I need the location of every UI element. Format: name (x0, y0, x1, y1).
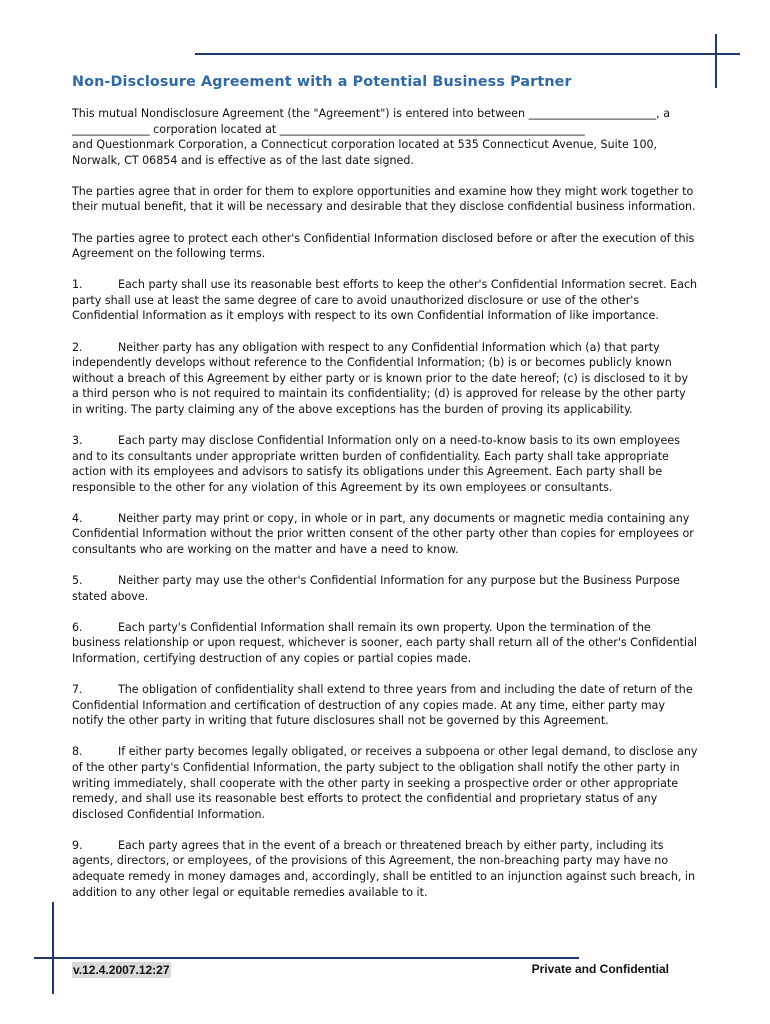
document-title: Non-Disclosure Agreement with a Potential Business Partner (72, 74, 572, 90)
intro-line-3: and Questionmark Corporation, a Connecticut corporation located at 535 Connecticut Avenue, Suite 100, (72, 138, 658, 152)
clause-number: 9. (72, 838, 83, 852)
intro-line-2: ______________ corporation located at _______________________________________________________ (72, 122, 585, 136)
crop-mark-bottom-vertical (52, 902, 54, 994)
intro-line-4: Norwalk, CT 06854 and is effective as of the last date signed. (72, 153, 414, 167)
crop-mark-top-horizontal (195, 53, 740, 55)
clause-text: Each party agrees that in the event of a breach or threatened breach by either party, including its agents, directors, or employees, of the provisions of this Agreement, the non-breaching party may have no adequate remedy in money damages and, accordingly, shall be entitled to an injunction against such breach, in addition to any other legal or equitable remedies available to it. (72, 838, 696, 899)
clause-6 (72, 620, 698, 667)
clause-text: Each party shall use its reasonable best efforts to keep the other's Confidential Information secret. Each party shall use at least the same degree of care to avoid unauthorized disclosure or use of the other's Confidential Information as it employs with respect to its own Confidential Information of like importance. (72, 278, 698, 323)
clause-2 (72, 340, 698, 418)
clause-9 (72, 838, 698, 900)
clause-text: Neither party may print or copy, in whole or in part, any documents or magnetic media containing any Confidential Information without the prior written consent of the other party other than copies for employees or consultants who are working on the matter and have a need to know. (72, 511, 694, 557)
clause-number: 2. (72, 340, 83, 354)
clause-text: Neither party has any obligation with respect to any Confidential Information which (a) that party independently develops without reference to the Confidential Information; (b) is or becomes publicly known without a breach of this Agreement by either party or is known prior to the date hereof; (c) is disclosed to it by a third person who is not required to maintain its confidentiality; (d) is approved for release by the other party in writing. The party claiming any of the above exceptions has the burden of proving its applicability. (72, 340, 689, 416)
clause-number: 5. (72, 574, 83, 588)
crop-mark-bottom-horizontal (34, 957, 579, 959)
crop-mark-top-vertical (715, 34, 717, 88)
clause-5 (72, 573, 698, 604)
clause-text: Each party may disclose Confidential Information only on a need-to-know basis to its own employees and to its consultants under appropriate written burden of confidentiality. Each party shall take appropriate action with its employees and advisors to satisfy its obligations under this Agreement. Each party shall be responsible to the other for any violation of this Agreement by its own employees or consultants. (72, 434, 680, 494)
clause-text: Each party's Confidential Information shall remain its own property. Upon the termination of the business relationship or upon request, whichever is sooner, each party shall return all of the other's Confidential Information, certifying destruction of any copies or partial copies made. (72, 620, 697, 666)
confidential-label: Private and Confidential (531, 962, 669, 976)
clause-number: 6. (72, 620, 83, 634)
protect-paragraph: The parties agree to protect each other's Confidential Information disclosed before or after the execution of this Agreement on the following terms. (72, 231, 695, 261)
clause-number: 7. (72, 683, 83, 697)
clause-text: The obligation of confidentiality shall extend to three years from and including the date of return of the Confidential Information and certification of destruction of any copies made. At any time, either party may notify the other party in writing that future disclosures shall not be governed by this Agreement. (72, 683, 693, 728)
purpose-paragraph: The parties agree that in order for them to explore opportunities and examine how they might work together to their mutual benefit, that it will be necessary and desirable that they disclose confidential business information. (72, 184, 696, 214)
clause-1 (72, 277, 698, 324)
clause-number: 4. (72, 511, 83, 525)
clause-4 (72, 511, 698, 558)
clause-number: 1. (72, 278, 83, 292)
clause-3 (72, 433, 698, 495)
clause-number: 3. (72, 434, 83, 447)
intro-paragraph (72, 106, 698, 168)
clause-text: Neither party may use the other's Confidential Information for any purpose but the Business Purpose stated above. (72, 574, 680, 603)
clause-8 (72, 744, 698, 822)
intro-line-1: This mutual Nondisclosure Agreement (the "Agreement") is entered into between _______________________, a (72, 107, 670, 120)
version-label: v.12.4.2007.12:27 (73, 963, 170, 977)
document-body (72, 74, 698, 916)
clause-7 (72, 682, 698, 729)
clause-text: If either party becomes legally obligated, or receives a subpoena or other legal demand, to disclose any of the other party's Confidential Information, the party subject to the obligation shall notify the other party in writing immediately, shall cooperate with the other party in seeking a prospective order or other appropriate remedy, and shall use its reasonable best efforts to protect the confidential and proprietary status of any disclosed Confidential Information. (72, 745, 698, 821)
clause-number: 8. (72, 745, 83, 759)
